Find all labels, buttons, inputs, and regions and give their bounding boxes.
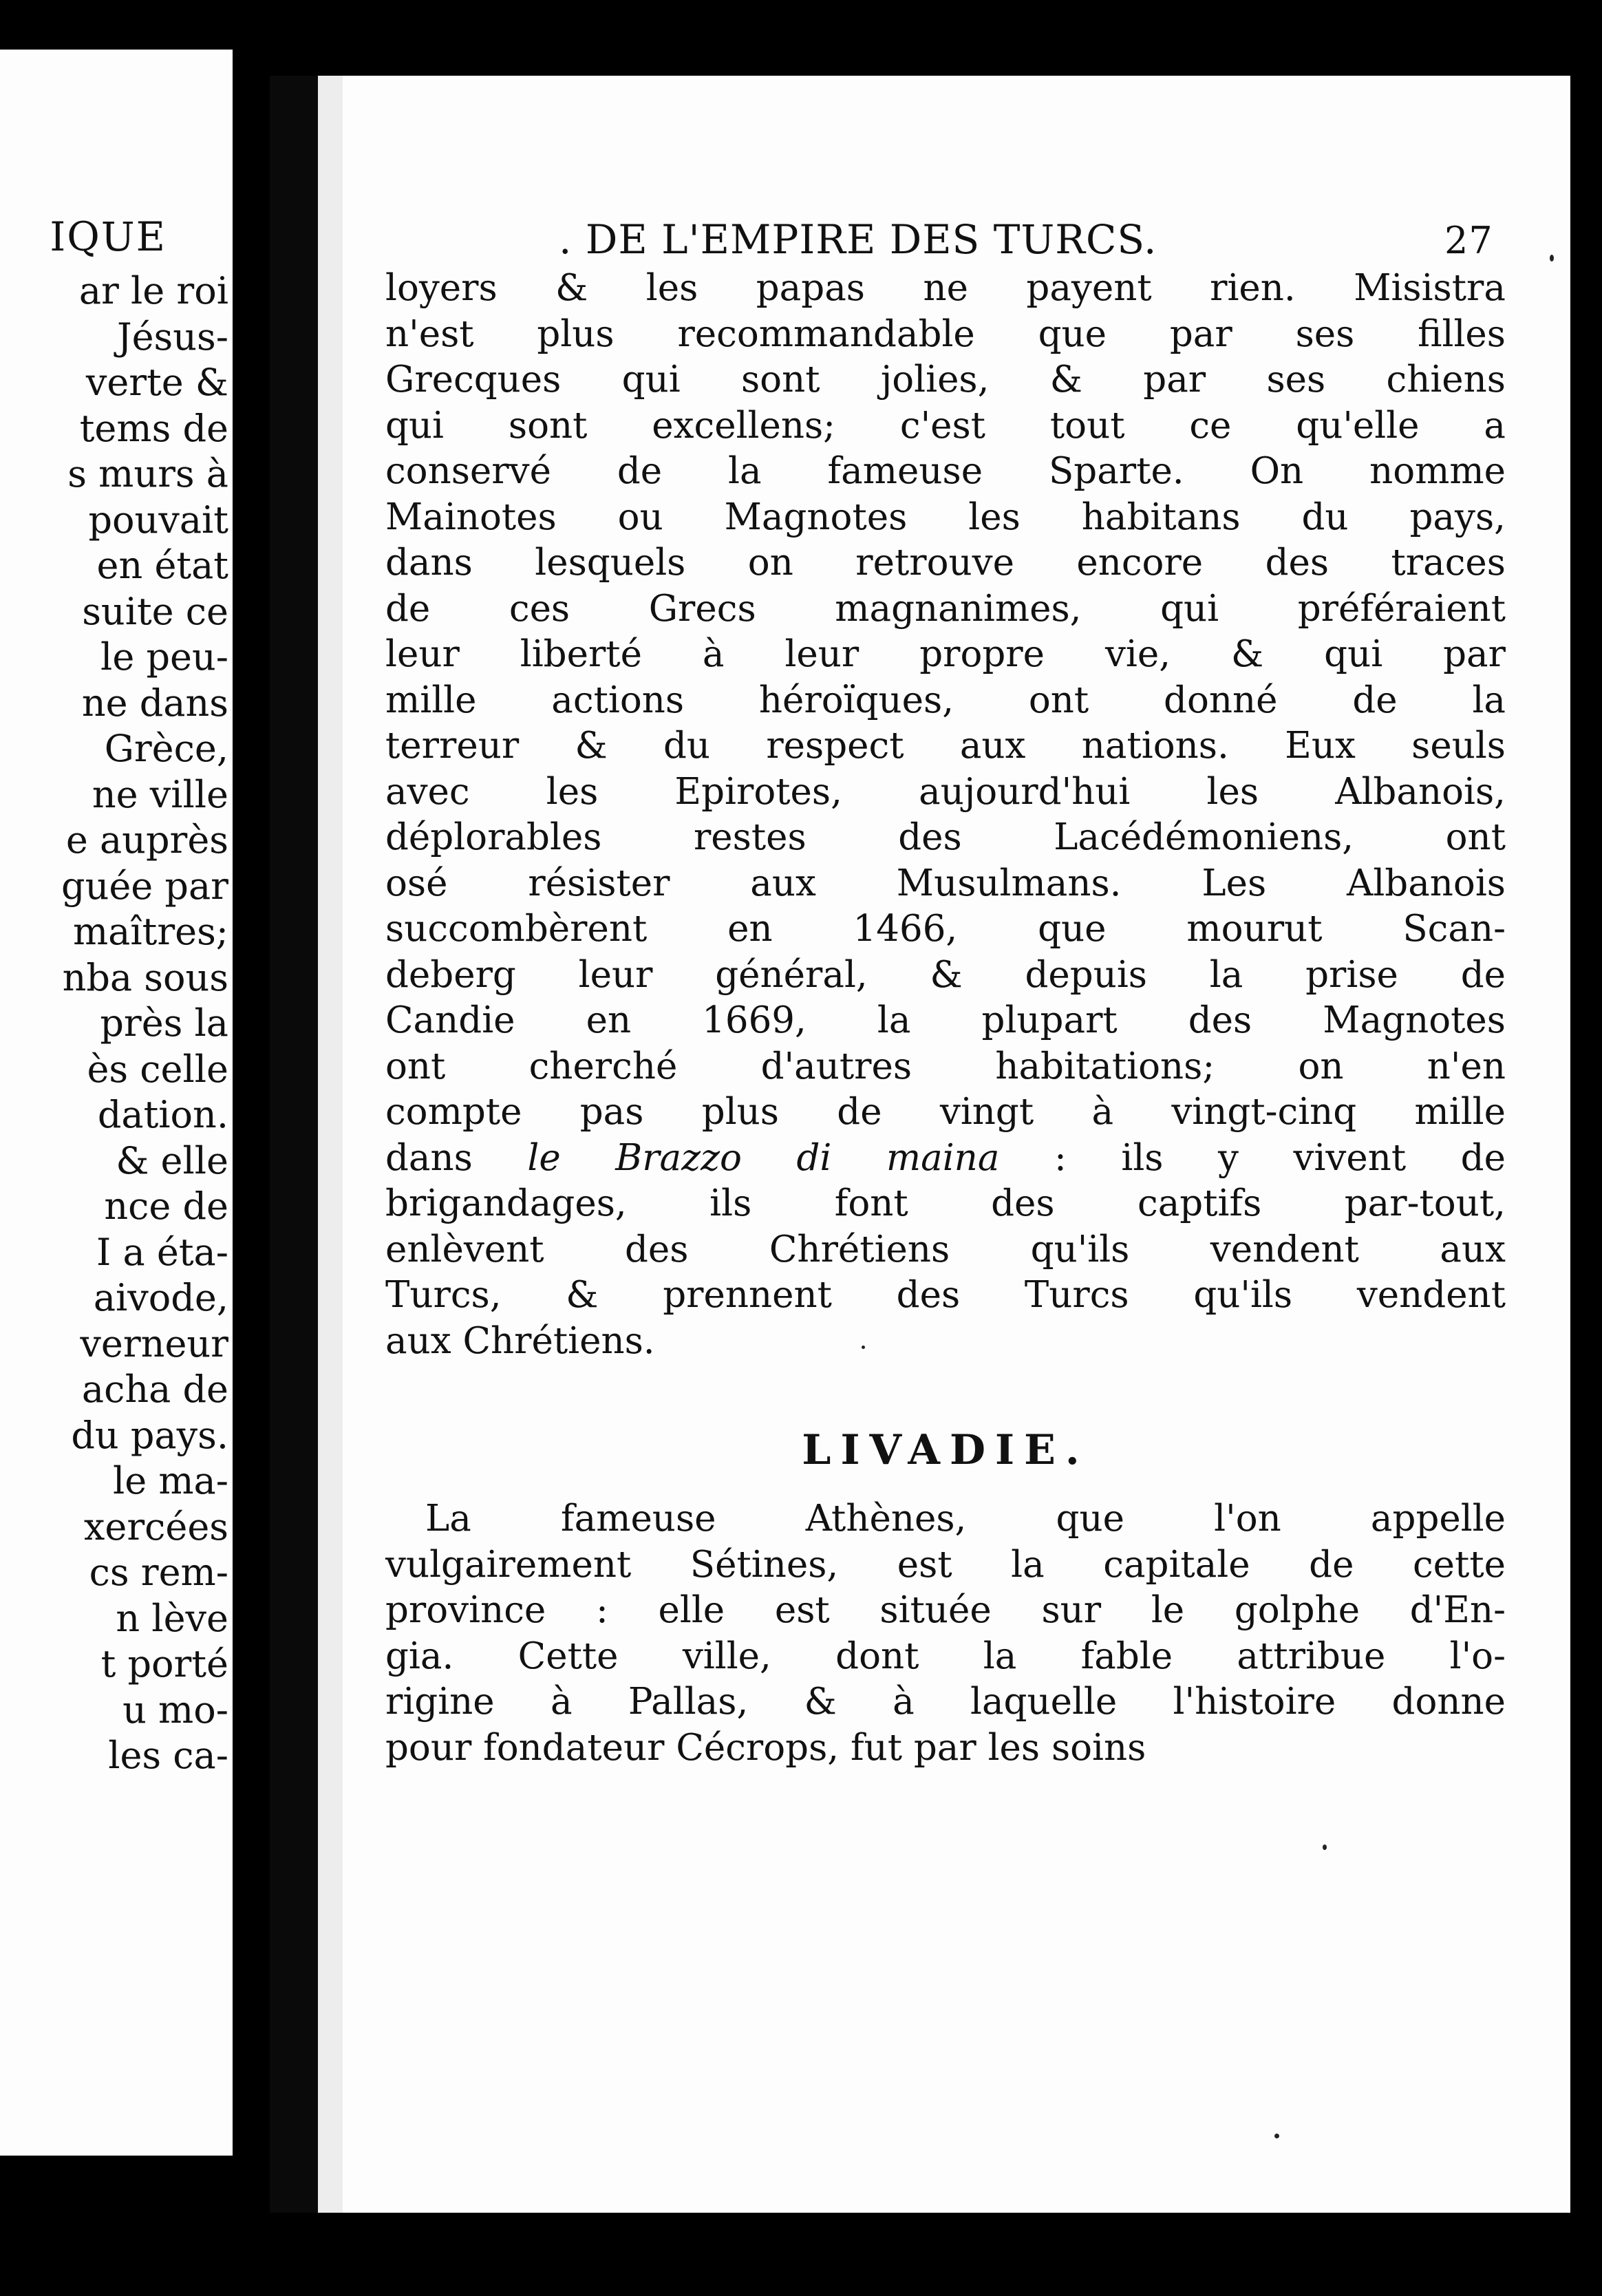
left-text-line: Jésus- [116,315,228,359]
paper-speck [1274,2134,1279,2138]
text-line: brigandages, ils font des captifs par-tout, [385,1182,1506,1224]
left-text-line: près la [100,1001,228,1045]
text-line: Turcs, & prennent des Turcs qu'ils vendent [385,1274,1506,1316]
paragraph-mainotes [385,266,1506,1364]
left-text-line: en état [96,544,228,587]
text-line: Grecques qui sont jolies, & par ses chiens [385,359,1506,401]
right-page [270,76,1570,2213]
text-line: déplorables restes des Lacédémoniens, ont [385,816,1506,858]
text-line: deberg leur général, & depuis la prise de [385,953,1506,996]
text-line: mille actions héroïques, ont donné de la [385,679,1506,721]
left-page-running-head: IQUE [50,213,167,260]
left-text-line: pouvait [88,498,228,542]
left-text-line: le peu- [100,635,228,679]
text-line: avec les Epirotes, aujourd'hui les Albanois, [385,770,1506,813]
left-text-line: I a éta- [96,1230,228,1274]
left-text-line: e auprès [65,818,228,862]
left-text-line: maîtres; [72,910,228,953]
text-line: terreur & du respect aux nations. Eux seuls [385,725,1506,767]
left-text-line: aivode, [93,1276,228,1319]
running-title: . DE L'EMPIRE DES TURCS. [559,216,1157,263]
book-gutter [233,50,270,2156]
left-text-line: suite ce [82,589,228,633]
left-text-line: tems de [79,406,228,450]
left-text-line: s murs à [67,452,228,496]
left-text-line: le ma- [112,1459,228,1502]
text-line: osé résister aux Musulmans. Les Albanois [385,862,1506,904]
text-line: de ces Grecs magnanimes, qui préféraient [385,587,1506,630]
paper-speck [1323,1845,1327,1850]
left-text-line: ne ville [92,772,228,816]
left-text-line: du pays. [71,1413,228,1457]
text-line: Candie en 1669, la plupart des Magnotes [385,999,1506,1041]
page-number: 27 [1444,219,1493,262]
text-line: vulgairement Sétines, est la capitale de cette [385,1543,1506,1586]
text-run: dans [385,1136,528,1179]
text-line: ont cherché d'autres habitations; on n'en [385,1045,1506,1087]
left-text-line: ès celle [87,1047,228,1091]
italic-place-name: le Brazzo di maina [527,1136,1000,1179]
text-line: La fameuse Athènes, que l'on appelle [425,1498,1506,1540]
text-line: Mainotes ou Magnotes les habitans du pays, [385,496,1506,538]
page-fold-shadow [270,76,318,2213]
text-line: rigine à Pallas, & à laquelle l'histoire donne [385,1681,1506,1723]
text-line: conservé de la fameuse Sparte. On nomme [385,450,1506,492]
text-line: pour fondateur Cécrops, fut par les soins [385,1726,1146,1769]
text-line: compte pas plus de vingt à vingt-cinq mille [385,1091,1506,1133]
left-text-line: nba sous [62,955,228,999]
text-line: loyers & les papas ne payent rien. Misistra [385,267,1506,309]
paper-speck [862,1346,865,1349]
left-text-line: nce de [104,1184,228,1228]
paragraph-athenes [385,1496,1506,1771]
left-text-line: acha de [81,1368,228,1411]
text-line: leur liberté à leur propre vie, & qui par [385,633,1506,675]
text-line: dans lesquels on retrouve encore des traces [385,542,1506,584]
left-text-line: xercées [83,1505,228,1549]
text-line: n'est plus recommandable que par ses filles [385,312,1506,355]
left-text-line: cs rem- [89,1551,228,1594]
left-text-line: verneur [80,1321,228,1365]
left-text-line: Grèce, [104,727,228,770]
left-text-line: t porté [100,1642,228,1686]
text-line: qui sont excellens; c'est tout ce qu'elle a [385,404,1506,447]
section-heading: LIVADIE. [802,1426,1089,1474]
left-text-line: guée par [61,864,228,908]
text-line: province : elle est située sur le golphe d'En- [385,1589,1506,1631]
left-text-line: n lève [116,1596,228,1640]
text-line: gia. Cette ville, dont la fable attribue l'o- [385,1635,1506,1677]
left-text-line: verte & [85,361,228,404]
page-fold-highlight [318,76,343,2213]
left-text-line: ar le roi [78,269,228,312]
left-text-line: u mo- [122,1688,228,1732]
left-text-line: les ca- [108,1734,228,1777]
text-line [385,1136,1506,1182]
left-text-line: ne dans [81,681,228,725]
text-line: succombèrent en 1466, que mourut Scan- [385,908,1506,950]
text-run: : ils y vivent de [999,1136,1506,1179]
left-text-line: dation. [97,1093,228,1136]
left-facing-page [0,50,233,2156]
paper-speck [1550,255,1554,262]
left-text-line: & elle [116,1138,228,1182]
text-line: aux Chrétiens. [385,1319,655,1362]
left-page-text-column [61,268,228,1779]
text-line: enlèvent des Chrétiens qu'ils vendent aux [385,1228,1506,1271]
